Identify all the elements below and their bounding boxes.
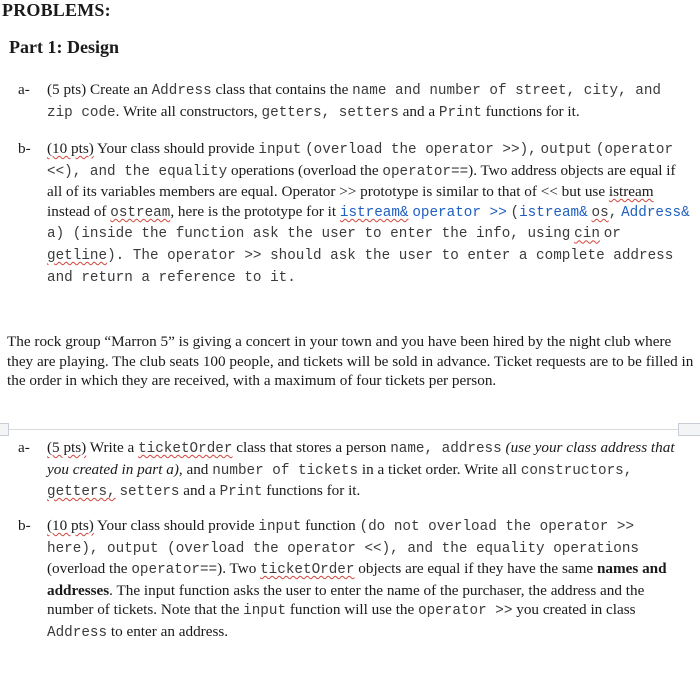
item-text: [47, 438, 693, 503]
code-address: Address: [47, 624, 108, 641]
code-fields: name and number of street, city, and zip code: [47, 83, 661, 121]
italic-note: (use your class address that you created in part a): [47, 439, 675, 478]
text: ). Two: [217, 560, 261, 578]
text: Your class should provide: [93, 140, 259, 157]
text: function will use the: [286, 601, 419, 619]
part2-item-b: [8, 516, 693, 644]
code-operator-eq: operator==: [131, 562, 218, 579]
text: . The input function asks the user to enter the name of the purchaser, the address and the number of tickets. Note that the: [47, 581, 645, 619]
code-operator: operator >>: [418, 603, 513, 620]
text: functions for it.: [481, 102, 580, 120]
word-istream: istream: [608, 183, 654, 201]
text: class that stores a person: [232, 439, 391, 456]
code-do-not-overload: (do not overload the operator >> here), output (overload the operator <<), and the equality operations: [47, 519, 639, 557]
text: Create an: [86, 81, 152, 98]
code-istream-ref: istream&: [339, 204, 409, 221]
points-label: (5 pts): [47, 81, 87, 98]
code-getline: getline: [47, 247, 108, 264]
part2-item-a: [8, 438, 693, 503]
text: to enter an address.: [107, 622, 229, 640]
code-print: Print: [438, 104, 482, 121]
code-overload: (overload the operator >>),: [305, 142, 537, 158]
text: in a ticket order. Write all: [358, 460, 521, 478]
points-label: (10 pts): [47, 140, 94, 157]
code-operator-eq: operator==: [382, 163, 469, 180]
code-getters: getters,: [47, 484, 116, 501]
code-comma: ,: [608, 204, 618, 221]
bold-names-addresses: names and addresses: [47, 560, 667, 599]
code-setters: setters: [119, 484, 180, 501]
page-title: PROBLEMS:: [2, 0, 111, 20]
code-input: input: [258, 519, 302, 535]
text: , here is the prototype for it: [170, 202, 340, 220]
text: objects are equal if they have the same: [354, 560, 597, 578]
code-equality: (operator <<), and the equality: [47, 142, 674, 180]
text: Your class should provide: [93, 517, 259, 534]
code-print: Print: [219, 484, 263, 501]
text: operations (overload the: [227, 161, 383, 179]
item-text: [47, 516, 693, 644]
code-ostream: ostream: [110, 204, 171, 221]
text: and a: [398, 102, 439, 120]
text: instead of: [47, 202, 111, 220]
text: . Write all constructors,: [115, 102, 262, 120]
part1-heading: Part 1: Design: [9, 37, 119, 57]
code-cin: cin: [574, 226, 600, 243]
code-getters: getters: [261, 104, 322, 121]
text: , and: [178, 460, 213, 478]
text: and a: [179, 482, 220, 500]
part1-item-b: [8, 139, 693, 288]
code-os: os: [591, 204, 609, 221]
part1-item-a: [8, 80, 693, 123]
text: ). Two address objects are equal if all of its variables members are equal. Operator >> prototype is similar to that of << but use: [47, 161, 676, 201]
code-setters: , setters: [321, 104, 399, 121]
item-text: [47, 139, 693, 288]
code-number-of-tickets: number of tickets: [212, 462, 359, 479]
text: you created in class: [512, 601, 636, 619]
code-inside: a) (inside the function ask the user to enter the info, using: [47, 226, 571, 243]
text: Write a: [86, 439, 139, 456]
text: functions for it.: [262, 482, 361, 500]
code-ticketorder: ticketOrder: [260, 562, 355, 579]
section-divider: [0, 429, 700, 430]
code-input: input: [258, 142, 302, 158]
code-operator: operator >>: [412, 204, 507, 221]
item-marker: a-: [18, 439, 30, 456]
code-paren: (: [510, 204, 520, 221]
code-name-address: name, address: [390, 441, 502, 457]
item-text: [47, 80, 693, 123]
item-marker: b-: [18, 517, 31, 534]
code-output: output: [540, 142, 593, 158]
code-address-ref: Address&: [621, 204, 690, 221]
text: (overload the: [47, 560, 132, 578]
code-address: Address: [151, 83, 212, 99]
item-marker: b-: [18, 140, 31, 157]
item-marker: a-: [18, 81, 30, 98]
code-return: ). The operator >> should ask the user to enter a complete address and return a reference to it.: [47, 247, 674, 286]
code-input: input: [243, 603, 287, 620]
text: function: [301, 517, 360, 534]
code-istream-param: istream&: [519, 204, 588, 221]
code-ticketorder: ticketOrder: [138, 441, 233, 457]
divider-handle-left[interactable]: [0, 423, 9, 436]
intro-paragraph: The rock group “Marron 5” is giving a concert in your town and you have been hired by the night club where they are playing. The club seats 100 people, and tickets will be sold in advance. Ticket requests are to be filled in the order in which they are received, with a maximum of four tickets per person.: [7, 333, 694, 390]
text: class that contains the: [211, 81, 353, 98]
points-label: (5 pts): [47, 439, 87, 456]
code-constructors: constructors,: [520, 462, 633, 479]
divider-handle-right[interactable]: [678, 423, 700, 436]
points-label: (10 pts): [47, 517, 94, 534]
code-or: or: [603, 226, 621, 243]
